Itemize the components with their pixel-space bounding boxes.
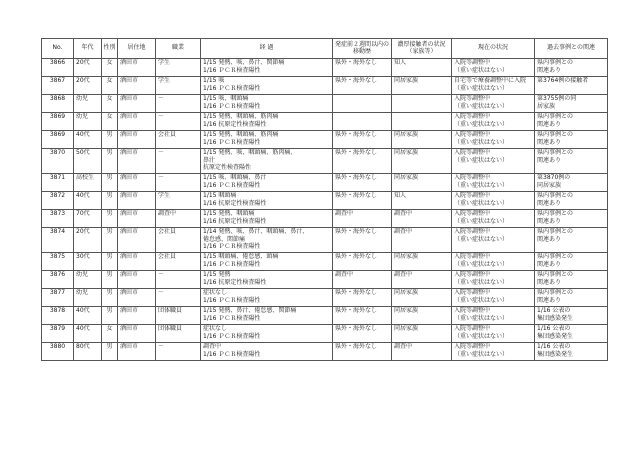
cell-residence: 酒田市 <box>118 307 156 325</box>
cell-contact <box>392 113 452 131</box>
cell-age: 70代 <box>74 210 102 228</box>
cell-relation <box>535 131 608 149</box>
status-line: 入院等調整中 <box>454 228 491 235</box>
cell-age: 20代 <box>74 59 102 77</box>
cell-relation <box>535 271 608 289</box>
table-row <box>42 113 608 131</box>
cell-sex: 女 <box>102 77 118 95</box>
cell-occupation: 団体職員 <box>156 307 201 325</box>
relation-line: 関連あり <box>537 296 562 304</box>
table-row <box>42 343 608 361</box>
relation-line: 関連あり <box>537 260 562 268</box>
course-line: 1/16 抗原定性検査陽性 <box>203 199 267 207</box>
cell-status <box>452 77 535 95</box>
cell-occupation: － <box>156 343 201 361</box>
relation-line: 第3764例の接触者 <box>537 77 589 84</box>
cell-course <box>201 228 333 253</box>
cell-age: 幼児 <box>74 95 102 113</box>
course-line: 抗原定性検査陽性 <box>203 164 252 172</box>
course-line: 鼻汁 <box>203 156 216 164</box>
status-line: （重い症状はない） <box>454 260 509 268</box>
cell-occupation: － <box>156 289 201 307</box>
cell-no: 3880 <box>42 343 74 361</box>
relation-line: 県内事例との <box>537 113 574 120</box>
cell-travel: 県外・海外なし <box>333 228 392 253</box>
cell-travel: 県外・海外なし <box>333 325 392 343</box>
cell-sex: 女 <box>102 59 118 77</box>
relation-line: 県内事例との <box>537 192 574 199</box>
relation-line: 集団感染発生 <box>537 332 574 340</box>
cell-residence: 酒田市 <box>118 325 156 343</box>
header-status: 現在の状況 <box>452 39 535 59</box>
status-line: 入院等調整中 <box>454 192 491 199</box>
cell-course <box>201 131 333 149</box>
cell-course <box>201 325 333 343</box>
relation-line: 集団感染発生 <box>537 314 574 322</box>
course-line: 1/15 咳 <box>203 77 225 84</box>
cell-contact: 調査中 <box>392 210 452 228</box>
cell-occupation: 会社員 <box>156 253 201 271</box>
cell-course <box>201 174 333 192</box>
status-line: 入院等調整中 <box>454 325 491 332</box>
course-line: 1/15 咽頭痛 <box>203 192 237 199</box>
cell-no: 3874 <box>42 228 74 253</box>
relation-line: 関連あり <box>537 66 562 74</box>
header-relation: 過去事例との関連 <box>535 39 608 59</box>
cell-no: 3872 <box>42 192 74 210</box>
cell-status <box>452 113 535 131</box>
status-line: （重い症状はない） <box>454 217 509 225</box>
cell-no: 3875 <box>42 253 74 271</box>
relation-line: 関連あり <box>537 199 562 207</box>
cell-relation <box>535 77 608 95</box>
cell-age: 高校生 <box>74 174 102 192</box>
cell-course <box>201 192 333 210</box>
status-line: 入院等調整中 <box>454 253 491 260</box>
cell-course <box>201 343 333 361</box>
cell-relation <box>535 325 608 343</box>
relation-line: 県内事例との <box>537 149 574 156</box>
cell-sex: 男 <box>102 174 118 192</box>
relation-line: 関連あり <box>537 217 562 225</box>
cell-occupation: 会社員 <box>156 131 201 149</box>
header-travel: 発症前２週間以内の移動歴 <box>333 39 392 59</box>
relation-line: 関連あり <box>537 138 562 146</box>
table-row <box>42 253 608 271</box>
cell-residence: 酒田市 <box>118 149 156 174</box>
cell-contact: 同居家族 <box>392 77 452 95</box>
status-line: 入院等調整中 <box>454 59 491 66</box>
status-line: （重い症状はない） <box>454 332 509 340</box>
course-line: 1/16 ＰＣＲ検査陽性 <box>203 332 261 340</box>
relation-line: 県内事例との <box>537 289 574 296</box>
cell-sex: 男 <box>102 343 118 361</box>
relation-line: 県内事例との <box>537 253 574 260</box>
case-table <box>41 38 608 361</box>
status-line: 自宅等で療養調整中に入院 <box>454 77 527 84</box>
relation-line: 第3755例の同 <box>537 95 577 102</box>
relation-line: 関連あり <box>537 278 562 286</box>
status-line: （重い症状はない） <box>454 138 509 146</box>
cell-travel: 調査中 <box>333 271 392 289</box>
cell-age: 20代 <box>74 77 102 95</box>
cell-occupation: 会社員 <box>156 228 201 253</box>
status-line: （重い症状はない） <box>454 278 509 286</box>
cell-course <box>201 271 333 289</box>
course-line: 1/16 ＰＣＲ検査陽性 <box>203 66 261 74</box>
cell-status <box>452 210 535 228</box>
cell-travel <box>333 95 392 113</box>
cell-status <box>452 289 535 307</box>
cell-travel: 県外・海外なし <box>333 289 392 307</box>
cell-no: 3869 <box>42 113 74 131</box>
cell-status <box>452 325 535 343</box>
relation-line: 県内事例との <box>537 131 574 138</box>
relation-line: 1/16 公表の <box>537 307 571 314</box>
header-course: 経 過 <box>201 39 333 59</box>
cell-contact: 同居家族 <box>392 325 452 343</box>
cell-no: 3867 <box>42 77 74 95</box>
course-line: 1/16 ＰＣＲ検査陽性 <box>203 350 261 358</box>
cell-course <box>201 113 333 131</box>
table-row <box>42 271 608 289</box>
status-line: 入院等調整中 <box>454 95 491 102</box>
status-line: 入院等調整中 <box>454 343 491 350</box>
cell-residence: 酒田市 <box>118 289 156 307</box>
cell-course <box>201 253 333 271</box>
cell-relation <box>535 59 608 77</box>
course-line: 1/16 ＰＣＲ検査陽性 <box>203 181 261 189</box>
cell-age: 30代 <box>74 253 102 271</box>
cell-sex: 男 <box>102 131 118 149</box>
cell-travel: 調査中 <box>333 210 392 228</box>
cell-contact: 同居家族 <box>392 174 452 192</box>
course-line: 1/15 発熱、咳、鼻汁、関節痛 <box>203 59 285 66</box>
relation-line: 県内事例との <box>537 59 574 66</box>
cell-sex: 男 <box>102 149 118 174</box>
course-line: 1/15 発熱、鼻汁、倦怠感、関節痛 <box>203 307 297 314</box>
cell-contact: 知人 <box>392 59 452 77</box>
cell-residence: 酒田市 <box>118 131 156 149</box>
cell-contact: 調査中 <box>392 343 452 361</box>
cell-sex: 男 <box>102 228 118 253</box>
cell-relation <box>535 210 608 228</box>
cell-occupation: － <box>156 95 201 113</box>
cell-status <box>452 95 535 113</box>
cell-relation <box>535 343 608 361</box>
header-age: 年代 <box>74 39 102 59</box>
header-occupation: 職業 <box>156 39 201 59</box>
table-row <box>42 131 608 149</box>
cell-age: 80代 <box>74 343 102 361</box>
status-line: 入院等調整中 <box>454 131 491 138</box>
cell-sex: 女 <box>102 95 118 113</box>
cell-travel: 県外・海外なし <box>333 77 392 95</box>
cell-sex: 男 <box>102 192 118 210</box>
course-line: 1/15 咳、咽頭痛、鼻汁 <box>203 174 267 181</box>
cell-course <box>201 59 333 77</box>
status-line: （重い症状はない） <box>454 181 509 189</box>
cell-sex: 男 <box>102 307 118 325</box>
status-line: （重い症状はない） <box>454 102 509 110</box>
relation-line: 集団感染発生 <box>537 350 574 358</box>
cell-occupation: 調査中 <box>156 210 201 228</box>
relation-line: 居家族 <box>537 102 556 110</box>
cell-travel: 県外・海外なし <box>333 131 392 149</box>
cell-relation <box>535 174 608 192</box>
course-line: 症状なし <box>203 289 228 296</box>
cell-no: 3877 <box>42 289 74 307</box>
relation-line: 県内事例との <box>537 228 574 235</box>
status-line: （重い症状はない） <box>454 350 509 358</box>
cell-residence: 酒田市 <box>118 59 156 77</box>
cell-residence: 酒田市 <box>118 113 156 131</box>
cell-status <box>452 131 535 149</box>
cell-no: 3870 <box>42 149 74 174</box>
cell-residence: 酒田市 <box>118 271 156 289</box>
cell-occupation: 学生 <box>156 59 201 77</box>
relation-line: 1/16 公表の <box>537 325 571 332</box>
table-row <box>42 289 608 307</box>
cell-status <box>452 343 535 361</box>
cell-residence: 酒田市 <box>118 95 156 113</box>
relation-line: 県内事例との <box>537 210 574 217</box>
cell-status <box>452 228 535 253</box>
course-line: 1/16 ＰＣＲ検査陽性 <box>203 102 261 110</box>
cell-travel: 県外・海外なし <box>333 174 392 192</box>
course-line: 1/15 発熱、咽頭痛、筋肉痛 <box>203 131 279 138</box>
status-line: 入院等調整中 <box>454 174 491 181</box>
cell-contact: 同居家族 <box>392 149 452 174</box>
cell-status <box>452 253 535 271</box>
table-row <box>42 307 608 325</box>
cell-no: 3878 <box>42 307 74 325</box>
cell-no: 3869 <box>42 131 74 149</box>
cell-travel: 県外・海外なし <box>333 192 392 210</box>
cell-travel <box>333 113 392 131</box>
course-line: 1/16 ＰＣＲ検査陽性 <box>203 243 261 251</box>
cell-status <box>452 59 535 77</box>
cell-no: 3871 <box>42 174 74 192</box>
cell-course <box>201 289 333 307</box>
cell-age: 50代 <box>74 149 102 174</box>
cell-no: 3879 <box>42 325 74 343</box>
cell-status <box>452 307 535 325</box>
cell-residence: 酒田市 <box>118 77 156 95</box>
status-line: （重い症状はない） <box>454 66 509 74</box>
cell-contact: 同居家族 <box>392 307 452 325</box>
relation-line: 関連あり <box>537 156 562 164</box>
status-line: 入院等調整中 <box>454 289 491 296</box>
cell-no: 3866 <box>42 59 74 77</box>
table-row <box>42 95 608 113</box>
case-list-document <box>41 38 607 361</box>
cell-relation <box>535 289 608 307</box>
cell-sex: 女 <box>102 113 118 131</box>
course-line: 1/15 咳、咽頭痛 <box>203 95 249 102</box>
cell-relation <box>535 192 608 210</box>
cell-course <box>201 210 333 228</box>
cell-residence: 酒田市 <box>118 228 156 253</box>
course-line: 1/16 ＰＣＲ検査陽性 <box>203 138 261 146</box>
cell-age: 40代 <box>74 307 102 325</box>
cell-course <box>201 77 333 95</box>
cell-course <box>201 149 333 174</box>
cell-status <box>452 192 535 210</box>
cell-sex: 男 <box>102 271 118 289</box>
cell-status <box>452 174 535 192</box>
table-row <box>42 228 608 253</box>
cell-residence: 酒田市 <box>118 253 156 271</box>
cell-relation <box>535 228 608 253</box>
course-line: 1/14 発熱、咳、鼻汁、咽頭痛、鼻汁、 <box>203 228 309 235</box>
header-sex: 性別 <box>102 39 118 59</box>
cell-age: 幼児 <box>74 113 102 131</box>
cell-contact: 同居家族 <box>392 253 452 271</box>
cell-sex: 男 <box>102 253 118 271</box>
cell-age: 40代 <box>74 131 102 149</box>
cell-residence: 酒田市 <box>118 343 156 361</box>
cell-travel: 県外・海外なし <box>333 307 392 325</box>
table-row <box>42 77 608 95</box>
cell-age: 幼児 <box>74 271 102 289</box>
cell-course <box>201 95 333 113</box>
status-line: （重い症状はない） <box>454 84 509 92</box>
status-line: （重い症状はない） <box>454 156 509 164</box>
case-rows <box>42 59 608 361</box>
relation-line: 同居家族 <box>537 181 562 189</box>
table-row <box>42 174 608 192</box>
cell-sex: 男 <box>102 289 118 307</box>
cell-no: 3876 <box>42 271 74 289</box>
header-contact: 濃厚接触者の状況（家族等） <box>392 39 452 59</box>
cell-relation <box>535 113 608 131</box>
status-line: 入院等調整中 <box>454 271 491 278</box>
cell-sex: 男 <box>102 210 118 228</box>
status-line: 入院等調整中 <box>454 307 491 314</box>
course-line: 1/15 咽頭痛、倦怠感、頭痛 <box>203 253 279 260</box>
cell-contact: 調査中 <box>392 271 452 289</box>
cell-status <box>452 271 535 289</box>
cell-residence: 酒田市 <box>118 174 156 192</box>
cell-no: 3868 <box>42 95 74 113</box>
relation-line: 県内事例との <box>537 271 574 278</box>
cell-contact: 知人 <box>392 192 452 210</box>
cell-occupation: － <box>156 174 201 192</box>
header-residence: 居住地 <box>118 39 156 59</box>
course-line: 1/16 ＰＣＲ検査陽性 <box>203 296 261 304</box>
cell-occupation: 学生 <box>156 77 201 95</box>
course-line: 調査中 <box>203 343 222 350</box>
course-line: 症状なし <box>203 325 228 332</box>
relation-line: 第3870例の <box>537 174 571 181</box>
cell-occupation: － <box>156 113 201 131</box>
cell-travel: 県外・海外なし <box>333 343 392 361</box>
cell-contact: 同居家族 <box>392 289 452 307</box>
course-line: 1/16 ＰＣＲ検査陽性 <box>203 84 261 92</box>
table-row <box>42 192 608 210</box>
cell-travel: 県外・海外なし <box>333 149 392 174</box>
cell-age: 40代 <box>74 325 102 343</box>
cell-travel: 県外・海外なし <box>333 59 392 77</box>
course-line: 1/15 発熱 <box>203 271 231 278</box>
status-line: 入院等調整中 <box>454 113 491 120</box>
status-line: （重い症状はない） <box>454 199 509 207</box>
header-no: No. <box>42 39 74 59</box>
cell-age: 20代 <box>74 228 102 253</box>
status-line: 入院等調整中 <box>454 149 491 156</box>
table-row <box>42 210 608 228</box>
relation-line: 1/16 公表の <box>537 343 571 350</box>
cell-occupation: 団体職員 <box>156 325 201 343</box>
course-line: 倦怠感、関節痛 <box>203 235 246 243</box>
course-line: 1/16 抗原定性検査陽性 <box>203 278 267 286</box>
course-line: 1/16 抗原定性検査陽性 <box>203 217 267 225</box>
course-line: 1/16 抗原定性検査陽性 <box>203 120 267 128</box>
cell-residence: 酒田市 <box>118 192 156 210</box>
relation-line: 関連あり <box>537 120 562 128</box>
table-row <box>42 149 608 174</box>
cell-occupation: － <box>156 271 201 289</box>
cell-contact: 調査中 <box>392 228 452 253</box>
cell-sex: 女 <box>102 325 118 343</box>
status-line: （重い症状はない） <box>454 235 509 243</box>
status-line: 入院等調整中 <box>454 210 491 217</box>
cell-age: 40代 <box>74 192 102 210</box>
cell-relation <box>535 307 608 325</box>
course-line: 1/15 発熱、咳、咽頭痛、筋肉痛、 <box>203 149 297 156</box>
cell-contact <box>392 95 452 113</box>
header-row <box>42 39 608 59</box>
course-line: 1/15 発熱、咽頭痛、筋肉痛 <box>203 113 279 120</box>
cell-residence: 酒田市 <box>118 210 156 228</box>
cell-status <box>452 149 535 174</box>
course-line: 1/16 ＰＣＲ検査陽性 <box>203 314 261 322</box>
table-row <box>42 325 608 343</box>
cell-occupation: 学生 <box>156 192 201 210</box>
table-row <box>42 59 608 77</box>
cell-contact: 同居家族 <box>392 131 452 149</box>
status-line: （重い症状はない） <box>454 314 509 322</box>
course-line: 1/16 ＰＣＲ検査陽性 <box>203 260 261 268</box>
cell-course <box>201 307 333 325</box>
cell-occupation: － <box>156 149 201 174</box>
cell-relation <box>535 149 608 174</box>
cell-relation <box>535 95 608 113</box>
status-line: （重い症状はない） <box>454 120 509 128</box>
course-line: 1/15 発熱、咽頭痛 <box>203 210 255 217</box>
cell-travel: 県外・海外なし <box>333 253 392 271</box>
cell-age: 幼児 <box>74 289 102 307</box>
cell-no: 3873 <box>42 210 74 228</box>
status-line: （重い症状はない） <box>454 296 509 304</box>
relation-line: 関連あり <box>537 235 562 243</box>
cell-relation <box>535 253 608 271</box>
